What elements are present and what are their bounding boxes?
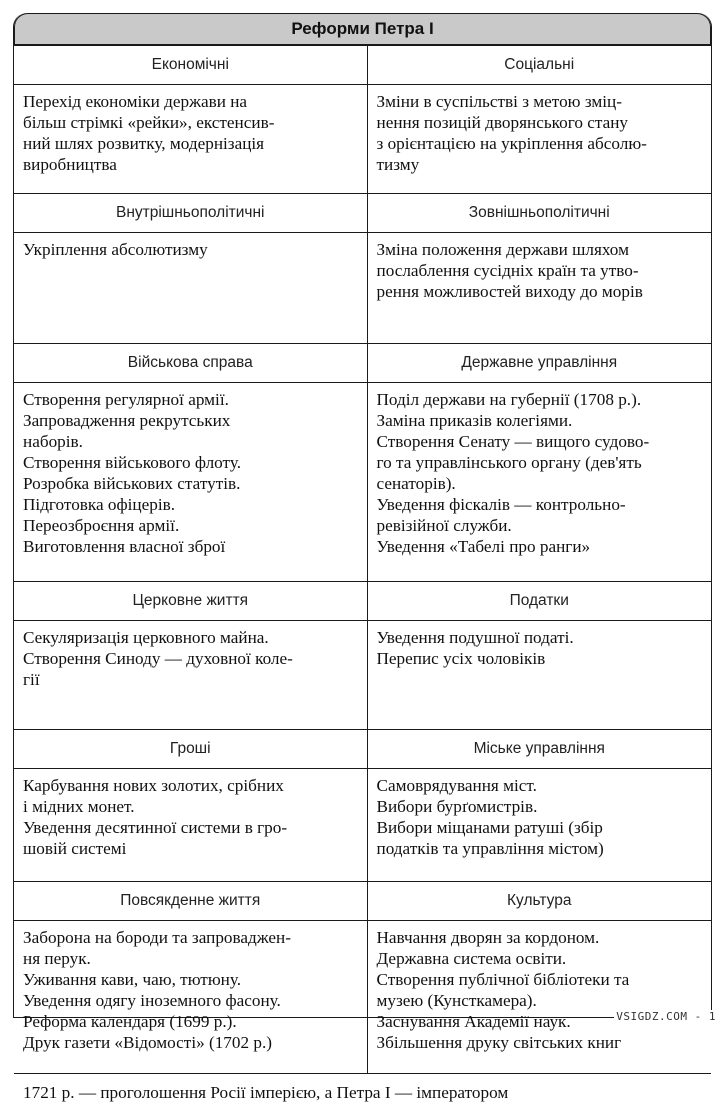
table-title: Реформи Петра І (14, 13, 711, 45)
category-description (367, 85, 711, 194)
description-line: Друк газети «Відомості» (1702 р.) (23, 1032, 359, 1053)
description-line: Поділ держави на губернії (1708 р.). (377, 389, 704, 410)
description-line: послаблення сусідніх країн та утво- (377, 260, 704, 281)
description-line: Створення військового флоту. (23, 452, 359, 473)
category-description (367, 769, 711, 882)
category-description (14, 621, 367, 730)
category-description (367, 383, 711, 582)
description-line: Перепис усіх чоловіків (377, 648, 704, 669)
description-line: Вибори бурґомистрів. (377, 796, 704, 817)
category-description (14, 85, 367, 194)
description-line: Уведення одягу іноземного фасону. (23, 990, 359, 1011)
description-line: Перехід економіки держави на (23, 91, 359, 112)
category-content-row (14, 621, 711, 730)
description-line: Зміна положення держави шляхом (377, 239, 704, 260)
description-line: і мідних монет. (23, 796, 359, 817)
category-heading: Внутрішньополітичні (14, 194, 367, 233)
description-line: нення позицій дворянського стану (377, 112, 704, 133)
description-line: Переозброєння армії. (23, 515, 359, 536)
description-line: рення можливостей виходу до морів (377, 281, 704, 302)
footer-note: 1721 р. — проголошення Росії імперією, а Петра І — імператором (14, 1074, 711, 1119)
description-line: Запровадження рекрутських (23, 410, 359, 431)
category-heading: Економічні (14, 46, 367, 85)
description-line: Уживання кави, чаю, тютюну. (23, 969, 359, 990)
category-header-row (14, 730, 711, 769)
description-line: музею (Кунсткамера). (377, 990, 704, 1011)
footer-row (14, 1074, 711, 1119)
description-line: Секуляризація церковного майна. (23, 627, 359, 648)
description-line: тизму (377, 154, 704, 175)
reforms-table (14, 45, 711, 1119)
category-heading: Повсякденне життя (14, 882, 367, 921)
category-header-row (14, 194, 711, 233)
description-line: Укріплення абсолютизму (23, 239, 359, 260)
category-heading: Податки (367, 582, 711, 621)
category-header-row (14, 344, 711, 383)
description-line: Заборона на бороди та запроваджен- (23, 927, 359, 948)
description-line: Заміна приказів колегіями. (377, 410, 704, 431)
category-description (367, 621, 711, 730)
description-line: Державна система освіти. (377, 948, 704, 969)
watermark: VSIGDZ.COM - 1 (614, 1010, 718, 1023)
description-line: Уведення «Табелі про ранги» (377, 536, 704, 557)
category-heading: Церковне життя (14, 582, 367, 621)
description-line: більш стрімкі «рейки», екстенсив- (23, 112, 359, 133)
category-description (367, 921, 711, 1074)
category-content-row (14, 383, 711, 582)
description-line: наборів. (23, 431, 359, 452)
category-heading: Зовнішньополітичні (367, 194, 711, 233)
description-line: Зміни в суспільстві з метою зміц- (377, 91, 704, 112)
category-content-row (14, 921, 711, 1074)
reforms-table-frame (13, 13, 712, 1018)
description-line: Розробка військових статутів. (23, 473, 359, 494)
description-line: ня перук. (23, 948, 359, 969)
description-line: Самоврядування міст. (377, 775, 704, 796)
category-header-row (14, 582, 711, 621)
description-line: го та управлінського органу (дев'ять (377, 452, 704, 473)
category-header-row (14, 46, 711, 85)
category-heading: Військова справа (14, 344, 367, 383)
description-line: Реформа календаря (1699 р.). (23, 1011, 359, 1032)
description-line: шовій системі (23, 838, 359, 859)
category-heading: Соціальні (367, 46, 711, 85)
category-description (14, 769, 367, 882)
category-heading: Міське управління (367, 730, 711, 769)
description-line: Карбування нових золотих, срібних (23, 775, 359, 796)
category-heading: Державне управління (367, 344, 711, 383)
description-line: Вибори міщанами ратуші (збір (377, 817, 704, 838)
category-description (14, 383, 367, 582)
description-line: Виготовлення власної зброї (23, 536, 359, 557)
description-line: ревізійної служби. (377, 515, 704, 536)
description-line: Уведення десятинної системи в гро- (23, 817, 359, 838)
description-line: Створення регулярної армії. (23, 389, 359, 410)
description-line: виробництва (23, 154, 359, 175)
description-line: Створення Синоду — духовної коле- (23, 648, 359, 669)
description-line: податків та управління містом) (377, 838, 704, 859)
description-line: з орієнтацією на укріплення абсолю- (377, 133, 704, 154)
category-content-row (14, 233, 711, 344)
category-heading: Культура (367, 882, 711, 921)
description-line: Підготовка офіцерів. (23, 494, 359, 515)
category-description (14, 921, 367, 1074)
description-line: Заснування Академії наук. (377, 1011, 704, 1032)
description-line: Уведення подушної податі. (377, 627, 704, 648)
description-line: Збільшення друку світських книг (377, 1032, 704, 1053)
description-line: Навчання дворян за кордоном. (377, 927, 704, 948)
category-heading: Гроші (14, 730, 367, 769)
category-header-row (14, 882, 711, 921)
category-content-row (14, 769, 711, 882)
category-description (367, 233, 711, 344)
description-line: сенаторів). (377, 473, 704, 494)
category-content-row (14, 85, 711, 194)
description-line: Створення публічної бібліотеки та (377, 969, 704, 990)
description-line: Створення Сенату — вищого судово- (377, 431, 704, 452)
category-description (14, 233, 367, 344)
description-line: ний шлях розвитку, модернізація (23, 133, 359, 154)
description-line: гії (23, 669, 359, 690)
description-line: Уведення фіскалів — контрольно- (377, 494, 704, 515)
